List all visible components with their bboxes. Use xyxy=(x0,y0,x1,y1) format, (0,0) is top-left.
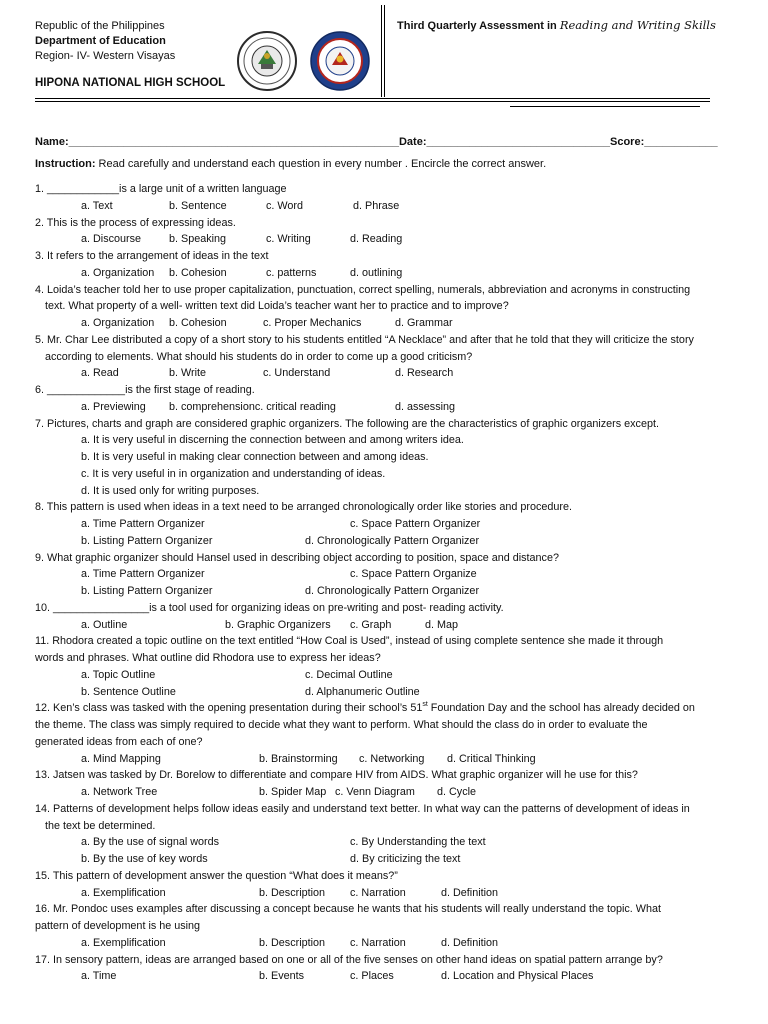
option-d[interactable]: d. Reading xyxy=(350,233,403,246)
option-b[interactable]: b. Events xyxy=(259,970,305,983)
question-3-options xyxy=(35,265,735,282)
region-line: Region- IV- Western Visayas xyxy=(35,50,176,62)
question-2: 2. This is the process of expressing ideas. xyxy=(35,216,236,229)
option-c[interactable]: c. Proper Mechanics xyxy=(263,317,362,329)
option-d[interactable]: d. By criticizing the text xyxy=(350,853,461,865)
question-10-options xyxy=(35,617,735,634)
option-b[interactable]: b. Spider Map xyxy=(259,786,327,798)
header-divider xyxy=(381,5,382,97)
option-d[interactable]: d. It is used only for writing purposes. xyxy=(81,484,260,497)
question-15-options xyxy=(35,885,735,902)
option-c[interactable]: c. Space Pattern Organize xyxy=(350,568,477,581)
option-d[interactable]: d. outlining xyxy=(350,266,403,279)
question-12-options xyxy=(35,751,735,768)
option-a[interactable]: a. Exemplification xyxy=(81,936,166,949)
option-d[interactable]: d. Phrase xyxy=(353,199,400,212)
question-11-continued: words and phrases. What outline did Rhodora use to express her ideas? xyxy=(35,652,381,664)
question-6: 6. _____________is the first stage of reading. xyxy=(35,384,255,396)
option-a[interactable]: a. Text xyxy=(81,199,113,212)
question-13-options xyxy=(35,784,735,801)
question-9: 9. What graphic organizer should Hansel used in describing object according to position, space and distance? xyxy=(35,551,559,564)
question-16: 16. Mr. Pondoc uses examples after discussing a concept because he wants that his students will really understand the topic. What xyxy=(35,903,661,916)
option-c[interactable]: c. By Understanding the text xyxy=(350,836,486,849)
option-d[interactable]: d. Chronologically Pattern Organizer xyxy=(305,534,480,547)
option-c[interactable]: c. Venn Diagram xyxy=(335,786,415,798)
option-d[interactable]: d. Critical Thinking xyxy=(447,752,536,765)
option-d[interactable]: d. assessing xyxy=(395,400,456,413)
option-a[interactable]: a. By the use of signal words xyxy=(81,836,220,849)
option-b[interactable]: b. Description xyxy=(259,936,326,949)
question-13: 13. Jatsen was tasked by Dr. Borelow to differentiate and compare HIV from AIDS. What graphic organizer will he use for this? xyxy=(35,769,638,782)
question-2-options xyxy=(35,231,735,248)
deped-seal-icon xyxy=(309,30,371,92)
option-a[interactable]: a. Organization xyxy=(81,317,155,329)
question-9-options-row1 xyxy=(35,566,735,583)
school-name: HIPONA NATIONAL HIGH SCHOOL xyxy=(35,77,226,89)
instruction-text: Read carefully and understand each question in every number . Encircle the correct answer. xyxy=(95,158,547,170)
option-b[interactable]: b. It is very useful in making clear connection between and among ideas. xyxy=(81,451,429,463)
header-rule xyxy=(510,106,700,107)
question-15: 15. This pattern of development answer the question “What does it means?” xyxy=(35,869,398,882)
question-4-options xyxy=(35,315,735,332)
question-7-option-b xyxy=(35,449,735,466)
header-divider xyxy=(384,5,385,97)
option-a[interactable]: a. It is very useful in discerning the connection between and among writers idea. xyxy=(81,434,464,447)
option-b[interactable]: b. Speaking xyxy=(169,233,227,246)
option-c[interactable]: c. Writing xyxy=(266,233,311,246)
question-11-options-row1 xyxy=(35,667,735,684)
option-d[interactable]: d. Definition xyxy=(441,936,499,949)
option-c[interactable]: c. Places xyxy=(350,970,394,983)
option-a[interactable]: a. Time Pattern Organizer xyxy=(81,518,205,530)
option-b[interactable]: b. Graphic Organizers xyxy=(225,618,331,631)
school-seal-icon xyxy=(236,30,298,92)
option-a[interactable]: a. Mind Mapping xyxy=(81,752,161,765)
option-a[interactable]: a. Network Tree xyxy=(81,786,158,798)
question-14-continued: the text be determined. xyxy=(45,819,156,832)
question-6-options xyxy=(35,399,735,416)
option-c[interactable]: c. Understand xyxy=(263,367,331,380)
question-4: 4. Loida’s teacher told her to use proper capitalization, punctuation, correct spelling, numerals, abbreviation and acronyms in constructing xyxy=(35,283,691,296)
option-a[interactable]: a. Previewing xyxy=(81,400,146,413)
question-1-options xyxy=(35,198,735,215)
option-a[interactable]: a. Time Pattern Organizer xyxy=(81,568,205,581)
question-4-continued: text. What property of a well- written text did Loida’s teacher want her to practice and to improve? xyxy=(45,300,509,313)
question-12-text-end: Foundation Day and the school has already decided on xyxy=(427,702,695,715)
option-a[interactable]: a. Topic Outline xyxy=(81,668,156,681)
option-b[interactable]: b. Write xyxy=(169,367,206,380)
agency-block xyxy=(35,19,175,64)
header-rule xyxy=(35,101,710,102)
instruction-label: Instruction: xyxy=(35,158,96,170)
option-b[interactable]: b. By the use of key words xyxy=(81,853,208,865)
option-c[interactable]: c. Networking xyxy=(359,752,425,765)
question-11-options-row2 xyxy=(35,684,735,701)
option-c[interactable]: c. Narration xyxy=(350,936,406,949)
question-1: 1. ____________is a large unit of a written language xyxy=(35,183,287,195)
option-b[interactable]: b. comprehensionc. critical reading xyxy=(169,400,336,413)
option-d[interactable]: d. Grammar xyxy=(395,317,453,329)
option-c[interactable]: c. patterns xyxy=(266,266,317,279)
option-d[interactable]: d. Map xyxy=(425,618,459,631)
option-c[interactable]: c. Word xyxy=(266,199,303,212)
question-3: 3. It refers to the arrangement of ideas in the text xyxy=(35,250,269,262)
question-list xyxy=(35,181,735,985)
republic-line: Republic of the Philippines xyxy=(35,20,165,32)
question-8: 8. This pattern is used when ideas in a text need to be arranged chronologically order like stories and procedure. xyxy=(35,501,572,514)
subject-title: Reading and Writing Skills xyxy=(559,18,716,32)
question-9-options-row2 xyxy=(35,583,735,600)
question-12-continued-2: generated ideas from each of one? xyxy=(35,735,203,748)
question-14-options-row1 xyxy=(35,834,735,851)
question-7-option-d xyxy=(35,483,735,500)
option-c[interactable]: c. Decimal Outline xyxy=(305,668,393,681)
option-b[interactable]: b. Sentence Outline xyxy=(81,685,176,698)
option-d[interactable]: d. Alphanumeric Outline xyxy=(305,685,420,698)
question-14-options-row2 xyxy=(35,851,735,868)
option-d[interactable]: d. Definition xyxy=(441,886,499,899)
question-17: 17. In sensory pattern, ideas are arranged based on one or all of the five senses on other hand ideas on spatial pattern arrange by? xyxy=(35,953,663,966)
option-d[interactable]: d. Chronologically Pattern Organizer xyxy=(305,585,480,597)
assessment-title xyxy=(397,18,716,32)
question-11: 11. Rhodora created a topic outline on the text entitled “How Coal is Used”, instead of using complete sentence she made it through xyxy=(35,635,664,648)
option-c[interactable]: c. Space Pattern Organizer xyxy=(350,518,481,530)
question-7-option-c xyxy=(35,466,735,483)
question-5: 5. Mr. Char Lee distributed a copy of a short story to his students entitled “A Necklace” and after that he told that they will criticize the story xyxy=(35,333,694,346)
question-12 xyxy=(35,700,735,717)
question-5-continued: according to elements. What should his students do in order to come up a good criticism? xyxy=(45,350,473,363)
question-10: 10. ________________is a tool used for organizing ideas on pre-writing and post- reading activity. xyxy=(35,601,504,614)
option-b[interactable]: b. Description xyxy=(259,886,326,899)
option-a[interactable]: a. Outline xyxy=(81,618,128,631)
option-d[interactable]: d. Cycle xyxy=(437,786,477,798)
question-5-options xyxy=(35,365,735,382)
question-8-options-row2 xyxy=(35,533,735,550)
header-rule xyxy=(35,98,710,99)
option-a[interactable]: a. Discourse xyxy=(81,233,142,246)
option-c[interactable]: c. It is very useful in in organization and understanding of ideas. xyxy=(81,467,386,480)
option-b[interactable]: b. Brainstorming xyxy=(259,752,338,765)
ordinal-suffix: st xyxy=(422,701,428,709)
option-b[interactable]: b. Listing Pattern Organizer xyxy=(81,534,213,547)
instruction xyxy=(35,158,546,170)
option-b[interactable]: b. Listing Pattern Organizer xyxy=(81,585,213,597)
option-c[interactable]: c. Graph xyxy=(350,618,392,631)
question-17-options xyxy=(35,968,735,985)
question-7: 7. Pictures, charts and graph are considered graphic organizers. The following are the characteristics of graphic organizers except. xyxy=(35,417,659,430)
document-header xyxy=(0,0,768,120)
option-b[interactable]: b. Cohesion xyxy=(169,266,227,279)
option-a[interactable]: a. Organization xyxy=(81,266,155,279)
option-b[interactable]: b. Cohesion xyxy=(169,317,227,329)
option-a[interactable]: a. Exemplification xyxy=(81,886,166,899)
question-12-text: 12. Ken’s class was tasked with the opening presentation during their school’s 51 xyxy=(35,702,423,715)
question-12-continued: the theme. The class was simply required to decide what they want to perform. What should the class do in order to evaluate the xyxy=(35,719,648,731)
question-14: 14. Patterns of development helps follow ideas easily and understand text better. In what way can the patterns of development of ideas in xyxy=(35,802,690,815)
option-d[interactable]: d. Location and Physical Places xyxy=(441,970,594,983)
name-date-score-line: Name:______________________________________________________Date:______________________________Score:____________ xyxy=(35,136,718,148)
option-b[interactable]: b. Sentence xyxy=(169,199,227,212)
question-8-options-row1 xyxy=(35,516,735,533)
assessment-prefix: Third Quarterly Assessment in xyxy=(397,20,557,32)
option-d[interactable]: d. Research xyxy=(395,367,454,380)
option-a[interactable]: a. Time xyxy=(81,970,117,983)
question-16-continued: pattern of development is he using xyxy=(35,920,201,932)
department-line: Department of Education xyxy=(35,35,166,47)
question-16-options xyxy=(35,935,735,952)
option-c[interactable]: c. Narration xyxy=(350,886,406,899)
option-a[interactable]: a. Read xyxy=(81,367,119,380)
question-7-option-a xyxy=(35,432,735,449)
